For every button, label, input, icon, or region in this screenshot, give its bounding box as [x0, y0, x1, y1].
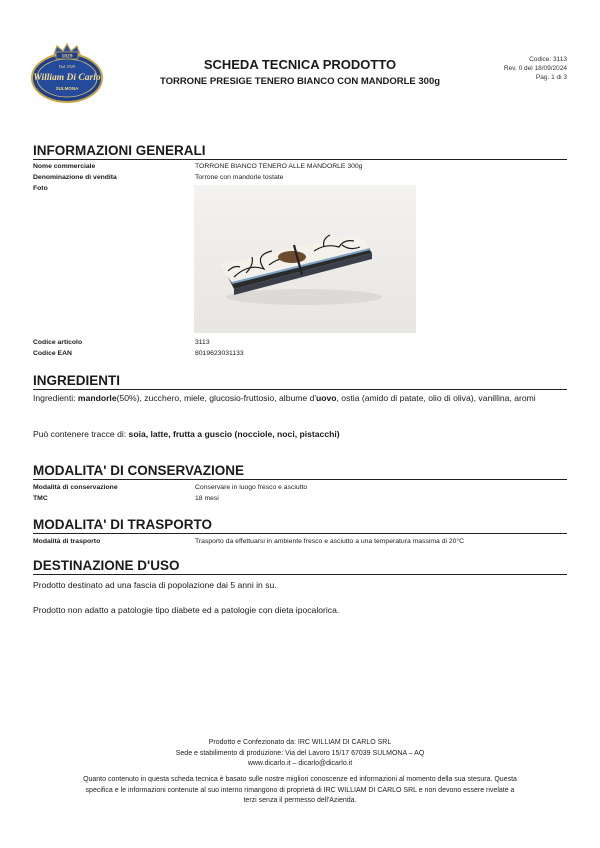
product-photo — [194, 185, 416, 333]
section-divider — [33, 479, 567, 480]
section-divider — [33, 533, 567, 534]
ingredients-part-1: (50%), zucchero, miele, glucosio-fruttosio, albume d' — [116, 393, 316, 403]
document-meta — [504, 55, 567, 82]
intended-use-line-2: Prodotto non adatto a patologie tipo diabete ed a patologie con dieta ipocalorica. — [33, 605, 340, 615]
row-commercial-name — [33, 162, 573, 172]
value: Conservare in luogo fresco e asciutto — [195, 484, 308, 491]
label: Modalità di trasporto — [33, 538, 101, 545]
section-heading-general: INFORMAZIONI GENERALI — [33, 143, 206, 158]
footer-contacts: www.dicarlo.it – dicarlo@dicarlo.it — [247, 760, 353, 767]
value: Trasporto da effettuarsi in ambiente fresco e asciutto a una temperatura massima di 20°C — [195, 538, 465, 545]
ingredients-text — [33, 392, 567, 404]
row-transport-mode — [33, 537, 573, 547]
row-article-code — [33, 338, 573, 348]
footer-address: Sede e stabilimento di produzione: Via del Lavoro 15/17 67039 SULMONA – AQ — [175, 749, 425, 757]
footer-disclaimer — [28, 775, 572, 807]
traces-text — [33, 428, 567, 440]
allergen-egg: uovo — [316, 393, 337, 403]
section-divider — [33, 159, 567, 160]
ingredients-prefix: Ingredienti: — [33, 393, 78, 403]
section-heading-intended-use: DESTINAZIONE D'USO — [33, 558, 180, 573]
document-title: SCHEDA TECNICA PRODOTTO — [203, 57, 397, 72]
disclaimer-line-3: terzi senza il permesso dell'Azienda. — [243, 797, 357, 804]
section-divider — [33, 389, 567, 390]
label: Foto — [33, 185, 48, 192]
svg-text:1829: 1829 — [61, 53, 73, 60]
svg-text:Dal 1829: Dal 1829 — [58, 64, 76, 69]
traces-prefix: Può contenere tracce di: — [33, 429, 129, 439]
label: Denominazione di vendita — [33, 174, 117, 181]
disclaimer-line-2: specifica e le informazioni contenute al suo interno rimangono di proprietà di IRC WILLIAM DI CARLO SRL e non devono essere rivelate a — [85, 786, 515, 794]
product-subtitle: TORRONE PRESIGE TENERO BIANCO CON MANDORLE 300g — [159, 76, 441, 87]
footer-producer: Prodotto e Confezionato da: IRC WILLIAM DI CARLO SRL — [208, 739, 392, 746]
row-ean — [33, 349, 573, 359]
value: 3113 — [195, 339, 210, 346]
section-divider — [33, 574, 567, 575]
row-sale-name — [33, 173, 573, 183]
value: TORRONE BIANCO TENERO ALLE MANDORLE 300g — [195, 163, 363, 170]
row-storage-mode — [33, 483, 573, 493]
intended-use-line-1: Prodotto destinato ad una fascia di popolazione dai 5 anni in su. — [33, 580, 277, 590]
value: 18 mesi — [195, 495, 219, 502]
allergen-almonds: mandorle — [77, 393, 117, 403]
section-heading-storage: MODALITA' DI CONSERVAZIONE — [33, 463, 244, 478]
label: Nome commerciale — [33, 163, 96, 170]
value: Torrone con mandorle tostate — [195, 174, 284, 181]
footer-company — [40, 738, 560, 770]
section-heading-transport: MODALITA' DI TRASPORTO — [33, 517, 212, 532]
doc-revision: Rev. 0 del 18/09/2024 — [503, 65, 567, 72]
section-heading-ingredients: INGREDIENTI — [33, 373, 121, 388]
doc-page: Pag. 1 di 3 — [535, 74, 567, 81]
ingredients-part-2: , ostia (amido di patate, olio di oliva), vanillina, aromi — [336, 393, 536, 403]
label: Modalità di conservazione — [33, 484, 118, 491]
doc-code: Codice: 3113 — [529, 56, 567, 63]
company-logo — [30, 40, 104, 106]
label: Codice EAN — [33, 350, 72, 357]
row-tmc — [33, 494, 573, 504]
svg-text:SULMONA: SULMONA — [55, 86, 79, 91]
svg-text:William Di Carlo: William Di Carlo — [33, 73, 101, 83]
disclaimer-line-1: Quanto contenuto in questa scheda tecnica è basato sulle nostre migliori conoscenze ed informazioni al momento della sua stesura. Questa — [83, 776, 517, 783]
value: 8019623031133 — [195, 350, 244, 357]
label: Codice articolo — [33, 339, 83, 346]
label: TMC — [33, 495, 48, 502]
traces-allergens: soia, latte, frutta a guscio (nocciole, noci, pistacchi) — [128, 429, 340, 439]
